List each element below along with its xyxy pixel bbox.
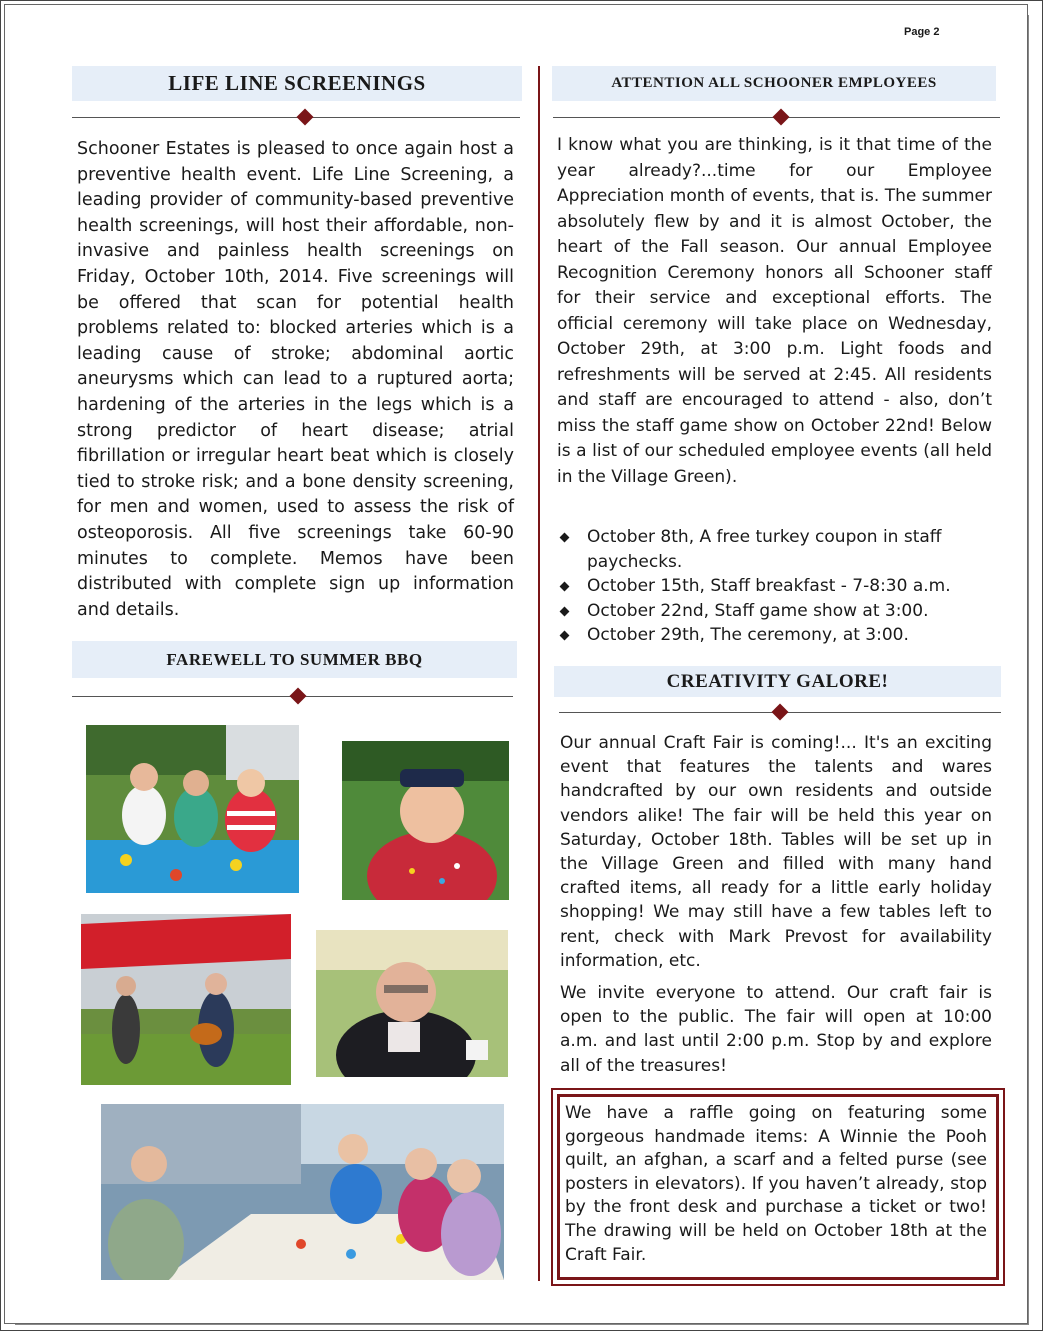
event-text: October 15th, Staff breakfast - 7-8:30 a.m.	[587, 576, 951, 596]
raffle-box	[551, 1088, 1005, 1286]
employees-heading: ATTENTION ALL SCHOONER EMPLOYEES	[552, 66, 996, 101]
bbq-heading: FAREWELL TO SUMMER BBQ	[72, 641, 517, 678]
employee-events-list	[557, 525, 997, 648]
diamond-bullet-icon	[560, 631, 570, 641]
employees-body: I know what you are thinking, is it that time of the year already?...time for our Employee Appreciation month of events, that is. The summer absolutely flew by and it is almost October, the heart of the Fall season. Our annual Employee Recognition Ceremony honors all Schooner staff for their service and exceptional efforts. The official ceremony will take place on Wednesday, October 29th, at 3:00 p.m. Light foods and refreshments will be served at 2:45. All residents and staff are encouraged to attend - also, don’t miss the staff game show on October 22nd! Below is a list of our scheduled employee events (all held in the Village Green).	[557, 135, 992, 487]
list-item	[557, 599, 997, 624]
bbq-photo-musicians	[81, 914, 291, 1085]
bbq-photo-group-at-table	[101, 1104, 504, 1280]
event-text: October 8th, A free turkey coupon in staff paychecks.	[587, 527, 942, 572]
list-item	[557, 574, 997, 599]
column-divider	[538, 66, 540, 1281]
diamond-bullet-icon	[560, 582, 570, 592]
diamond-bullet-icon	[560, 606, 570, 616]
bbq-photo-smiling-woman	[342, 741, 509, 900]
bbq-photo-three-women	[86, 725, 299, 893]
creativity-body-2: We invite everyone to attend. Our craft fair is open to the public. The fair will open at 10:00 a.m. and last until 2:00 p.m. Stop by and explore all of the treasures!	[560, 983, 992, 1076]
event-text: October 29th, The ceremony, at 3:00.	[587, 625, 909, 645]
list-item	[557, 525, 997, 574]
life-line-body: Schooner Estates is pleased to once again host a preventive health event. Life Line Screening, a leading provider of community-based preventive health screenings, will host their affordable, non-invasive and painless health screenings on Friday, October 10th, 2014. Five screenings will be offered that scan for potential health problems related to: blocked arteries which is a leading cause of stroke; abdominal aortic aneurysms which can lead to a ruptured aorta; hardening of the arteries in the legs which is a strong predictor of heart disease; atrial fibrillation or irregular heart beat which is closely tied to stroke risk; and a bone density screening, for men and women, used to assess the risk of osteoporosis. All five screenings take 60-90 minutes to complete. Memos have been distributed with complete sign up information and details.	[77, 139, 514, 620]
diamond-bullet-icon	[560, 533, 570, 543]
creativity-body-1: Our annual Craft Fair is coming!... It's an exciting event that features the talents and wares handcrafted by our own residents and outside vendors alike! The fair will be held this year on Saturday, October 18th. Tables will be set up in the Village Green and filled with many hand crafted items, all ready for a little early holiday shopping! We may still have a few tables left to rent, check with Mark Prevost for availability information, etc.	[560, 733, 992, 971]
life-line-heading: LIFE LINE SCREENINGS	[72, 66, 522, 101]
creativity-heading: CREATIVITY GALORE!	[554, 666, 1001, 697]
event-text: October 22nd, Staff game show at 3:00.	[587, 600, 929, 621]
raffle-body: We have a raffle going on featuring some gorgeous handmade items: A Winnie the Pooh quilt, an afghan, a scarf and a felted purse (see posters in elevators). If you haven’t already, stop by the front desk and purchase a ticket or two! The drawing will be held on October 18th at the Craft Fair.	[565, 1103, 987, 1265]
bbq-photo-older-man	[316, 930, 508, 1077]
list-item	[557, 623, 997, 648]
page-number: Page 2	[904, 26, 940, 38]
